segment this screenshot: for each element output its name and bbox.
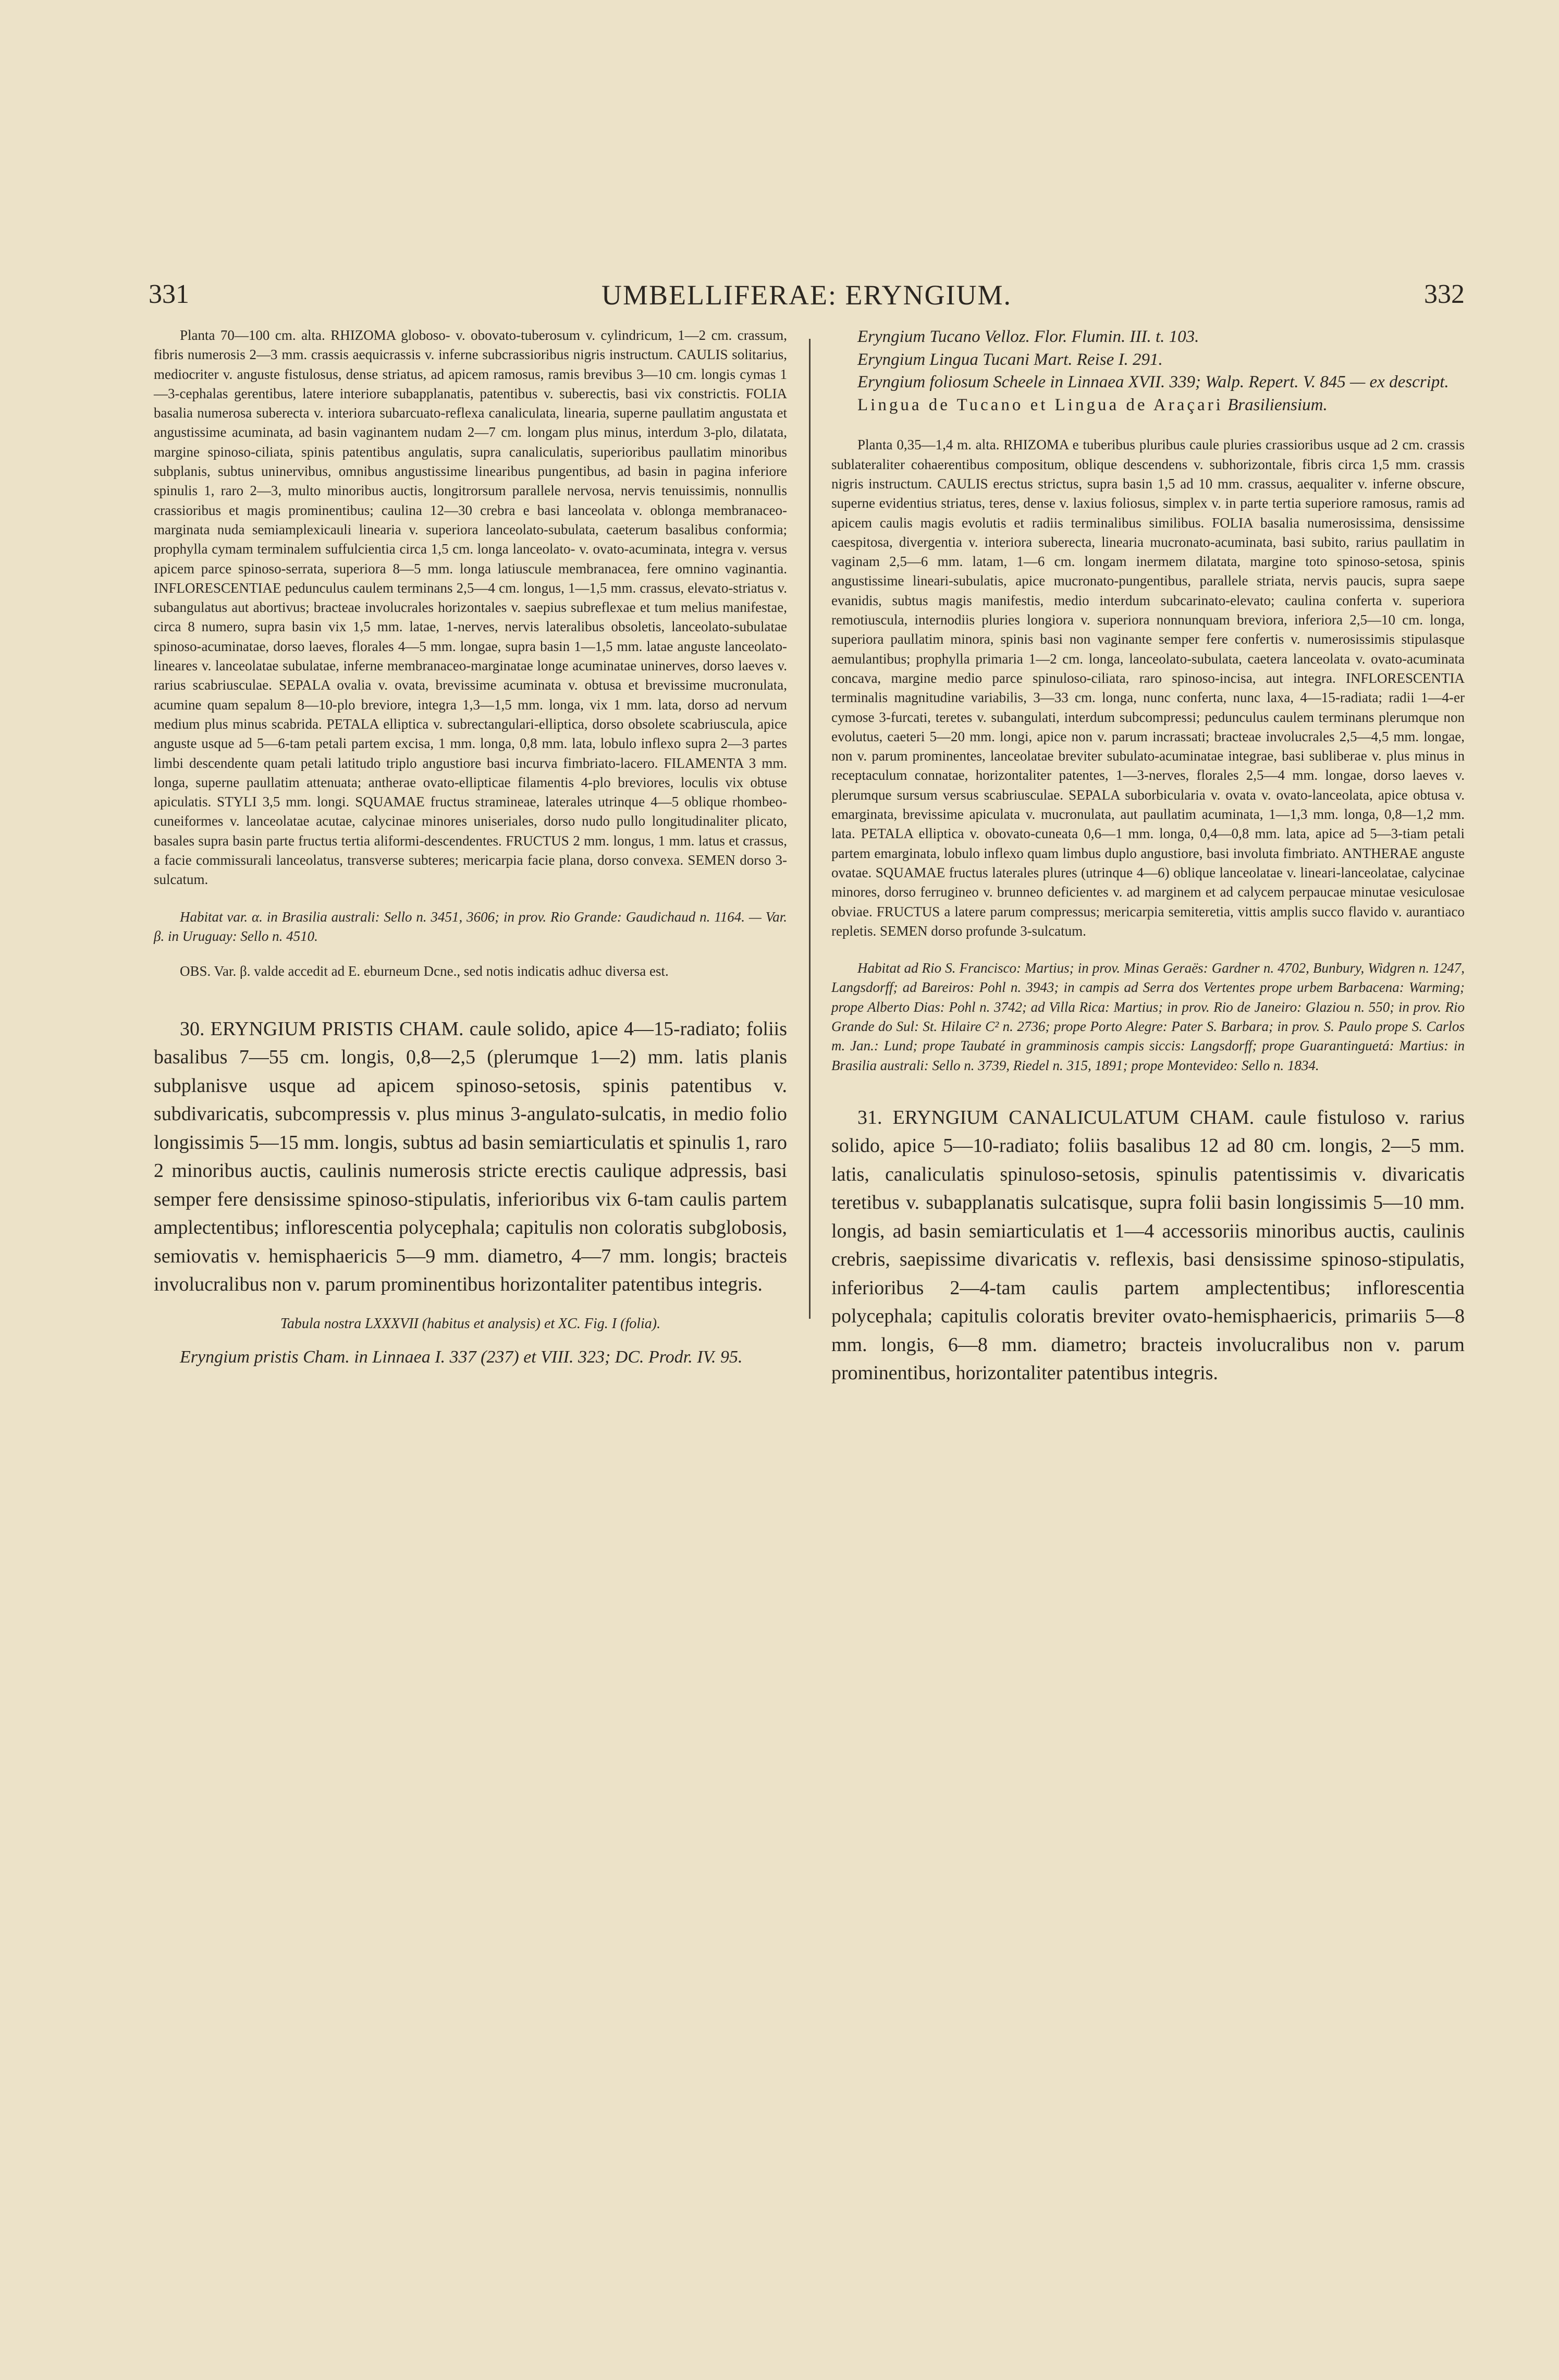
left-column	[154, 326, 787, 1369]
species-30-heading: 30. ERYNGIUM PRISTIS CHAM.	[180, 1017, 464, 1040]
vernacular-region: Brasiliensium.	[1227, 395, 1328, 414]
species-31-text: caule fistuloso v. rarius solido, apice 5—10-radiato; foliis basalibus 12 ad 80 cm. longis, 2—5 mm. latis, canaliculatis spinuloso-setosis, spinulis patentissimis v. divaricatis teretibus v. subapplanatis sulcatisque, supra folii basin longissimis 5—10 mm. longis, ad basin semiarticulatis et 1—4 accessoriis minoribus auctis, caulinis crebris, saepissime divaricatis v. reflexis, basi densissime spinoso-stipulatis, inferioribus 2—4-tam caulis partem amplectentibus; inflorescentia polycephala; capitulis coloratis breviter ovato-hemisphaericis, primariis 5—8 mm. longis, 6—8 mm. diametro; bracteis involucralibus non v. parum prominentibus, horizontaliter patentibus integris.	[831, 1106, 1465, 1384]
page-number-left: 331	[149, 279, 189, 309]
page-number-right: 332	[1424, 279, 1465, 309]
plate-reference: Tabula nostra LXXXVII (habitus et analysis) et XC. Fig. I (folia).	[280, 1315, 661, 1332]
habitat-30: Habitat ad Rio S. Francisco: Martius; in prov. Minas Geraës: Gardner n. 4702, Bunbury, Widgren n. 1247, Langsdorff; ad Bareiros: Pohl n. 3943; in campis ad Serra dos Vertentes prope urbem Barbacena: Warming; prope Alberto Dias: Pohl n. 3742; ad Villa Rica: Martius; in prov. Rio de Janeiro: Glaziou n. 550; in prov. Rio Grande do Sul: St. Hilaire C² n. 2736; prope Porto Alegre: Pater S. Barbara; in prov. S. Paulo prope S. Carlos m. Jan.: Lund; prope Taubaté in gramminosis campis siccis: Langsdorff; prope Guarantinguetá: Martius: in Brasilia australi: Sello n. 3739, Riedel n. 315, 1891; prope Montevideo: Sello n. 1834.	[831, 960, 1465, 1073]
vernacular-names-text: Lingua de Tucano et Lingua de Araçari	[857, 395, 1223, 414]
observation-note: OBS. Var. β. valde accedit ad E. eburneum Dcne., sed notis indicatis adhuc diversa est.	[180, 963, 669, 979]
species-description-31-prev: Planta 0,35—1,4 m. alta. RHIZOMA e tuberibus pluribus caule pluries crassioribus usque ad 2 cm. crassis sublateraliter cohaerentibus compositum, oblique descendens v. subhorizontale, fibris circa 1,5 mm. crassis nigris instructum. CAULIS erectus strictus, supra basin 1,5 ad 10 mm. crassus, aequaliter v. inferne obscure, superne evidentius striatus, teres, dense v. laxius foliosus, simplex v. in parte tertia superiore ramosus, ramis ad apicem caulis magis evolutis et radiis terminalibus similibus. FOLIA basalia numerosissima, densissime caespitosa, divergentia v. interiora suberecta, linearia mucronato-acuminata, basi subito, rarius paullatim in vaginam 2,5—6 mm. latam, 1—6 cm. longam inermem dilatata, margine toto spinoso-setosa, spinis angustissime lineari-subulatis, apice mucronato-pungentibus, parallele striata, nervis paucis, supra saepe evanidis, subtus magis manifestis, medio interdum subcarinato-elevato; caulina conferta v. superiora remotiuscula, internodiis pluries longiora v. superiora nonnunquam breviora, inferiora 2,5—10 cm. longa, superiora paullatim minora, spinis basi non vaginante semper fere confertis v. numerosissimis stipulasque aemulantibus; prophylla primaria 1—2 cm. longa, lanceolato-subulata, caetera lanceolata v. ovato-acuminata concava, margine medio parce spinuloso-ciliata, raro spinoso-incisa, aut integra. INFLORESCENTIA terminalis magnitudine variabilis, 3—33 cm. longa, nunc conferta, nunc laxa, 4—15-radiata; radii 1—4-er cymose 3-furcati, teretes v. subangulati, interdum subcompressi; pedunculus caulem terminans plerumque non evolutus, caeteri 5—20 mm. longi, apice non v. parum incrassati; bracteae involucrales 2,5—4,5 mm. longae, non v. parum prominentes, lanceolatae breviter subulato-acuminatae integrae, basi subliberae v. plus minus in receptaculum connatae, horizontaliter patentes, 1—3-nerves, florales 2,5—4 mm. longae, dorso laeves v. plerumque sursum versus scabriusculae. SEPALA suborbicularia v. ovata v. ovato-lanceolata, apice obtusa v. emarginata, brevissime apiculata v. mucronulata, aut paullatim acuminata, 1—1,3 mm. longa, 0,8—1,2 mm. lata. PETALA elliptica v. obovato-cuneata 0,6—1 mm. longa, 0,4—0,8 mm. lata, apice ad 5—3-tiam petali partem emarginata, lobulo inflexo quam limbus duplo angustiore, basi involuta fimbriato. ANTHERAE anguste ovatae. SQUAMAE fructus laterales plures (utrinque 4—6) oblique lanceolatae v. lineari-lanceolatae, calycinae minores, dorso ferrugineo v. brunneo deficientes v. ad marginem et ad calycem perpaucae minutae vesiculosae obviae. FRUCTUS a latere parum compressus; mericarpia semiteretia, vittis amplis succo flavido v. aurantiaco repletis. SEMEN dorso profunde 3-sulcatum.	[831, 437, 1465, 939]
synonym-citation-2: Eryngium Lingua Tucani Mart. Reise I. 291.	[857, 350, 1163, 369]
species-31-heading: 31. ERYNGIUM CANALICULATUM CHAM.	[857, 1106, 1255, 1128]
species-30-citation: Eryngium pristis Cham. in Linnaea I. 337 (237) et VIII. 323; DC. Prodr. IV. 95.	[180, 1347, 743, 1367]
species-30-diagnosis	[154, 1015, 787, 1299]
right-column	[831, 326, 1465, 1388]
habitat-29: Habitat var. α. in Brasilia australi: Sello n. 3451, 3606; in prov. Rio Grande: Gaudichaud n. 1164. — Var. β. in Uruguay: Sello n. 4510.	[154, 909, 787, 944]
synonym-citation-1: Eryngium Tucano Velloz. Flor. Flumin. III. t. 103.	[857, 327, 1199, 346]
species-description-29: Planta 70—100 cm. alta. RHIZOMA globoso- v. obovato-tuberosum v. cylindricum, 1—2 cm. crassum, fibris numerosis 2—3 mm. crassis aequicrassis v. inferne subcrassioribus nigris instructum. CAULIS solitarius, mediocriter v. anguste fistulosus, dense striatus, ad apicem ramosus, ramis brevibus 3—10 cm. longis cymas 1—3-cephalas gerentibus, latere interiore subapplanatis, patentibus v. suberectis, basi vix constrictis. FOLIA basalia numerosa suberecta v. interiora subarcuato-reflexa canaliculata, linearia, superne paullatim angustata et angustissime acuminata, ad basin vaginantem nudam 2—7 cm. longam plus minus, interdum 3-plo, dilatata, margine spinoso-ciliata, spinis patentibus angulatis, supra canaliculatis, superioribus paullatim minoribus subplanis, subtus uninervibus, omnibus angustissime linearibus pungentibus, ad basin in pagina inferiore spinulis 1, raro 2—3, multo minoribus auctis, longitrorsum parallele nervosa, nervis tenuissimis, nonnullis crassioribus et magis prominentibus; caulina 12—30 crebra e basi lanceolata v. oblonga membranaceo-marginata nuda semiamplexicauli linearia v. superiora lanceolato-subulata, caeterum basalibus conformia; prophylla cymam terminalem suffulcientia circa 1,5 cm. longa lanceolato- v. ovato-acuminata, integra v. versus apicem parce spinoso-serrata, superiora 8—5 mm. longa latiuscule membranacea, fere omnino vaginantia. INFLORESCENTIAE pedunculus caulem terminans 2,5—4 cm. longus, 1—1,5 mm. crassus, elevato-striatus v. subangulatus aut abortivus; bracteae involucrales horizontales v. saepius subreflexae et tum melius manifestae, circa 8 numero, supra basin vix 1,5 mm. latae, 1-nerves, nervis lateralibus obsoletis, lanceolato-subulatae spinoso-acuminatae, dorso laeves, florales 4—5 mm. longae, supra basin 1—1,5 mm. latae anguste lanceolato-lineares v. lanceolatae subulatae, inferne membranaceo-marginatae longe acuminatae uninerves, dorso laeves v. rarius scabriusculae. SEPALA ovalia v. ovata, brevissime acuminata v. obtusa et brevissime mucronulata, acumine quam sepalum 8—10-plo breviore, integra 1,3—1,5 mm. longa, vix 1 mm. lata, dorso ad nervum medium plus minus scabrida. PETALA elliptica v. subrectangulari-elliptica, dorso obsolete scabriuscula, apice anguste usque ad 5—6-tam petali partem excisa, 1 mm. longa, 0,8 mm. lata, lobulo inflexo supra 2—3 partes limbi descendente quam petali latitudo triplo angustiore basi incurva fimbriato-lacero. FILAMENTA 3 mm. longa, superne paullatim attenuata; antherae ovato-ellipticae filamentis 4-plo breviores, loculis vix obtuse apiculatis. STYLI 3,5 mm. longi. SQUAMAE fructus stramineae, laterales utrinque 4—5 oblique rhombeo-cuneiformes v. lanceolatae acutae, calycinae minores uniseriales, dorso nudo pullo longitudinaliter plicato, basales supra basin parte fructus tertia aliformi-descendentes. FRUCTUS 2 mm. longus, 1 mm. latus et crassus, a facie commissurali lanceolatus, transverse subteres; mericarpia facie plana, dorso convexa. SEMEN dorso 3-sulcatum.	[154, 327, 787, 888]
vernacular-names	[831, 394, 1465, 417]
species-31-diagnosis	[831, 1103, 1465, 1388]
column-divider	[809, 339, 811, 1319]
page-header	[149, 279, 1465, 321]
synonym-citation-3: Eryngium foliosum Scheele in Linnaea XVII. 339; Walp. Repert. V. 845 — ex descript.	[857, 373, 1449, 392]
running-title: UMBELLIFERAE: ERYNGIUM.	[601, 279, 1012, 311]
species-30-text: caule solido, apice 4—15-radiato; foliis basalibus 7—55 cm. longis, 0,8—2,5 (plerumque 1—2) mm. latis planis subplanisve usque ad apicem spinoso-setosis, spinis patentibus v. subdivaricatis, subcompressis v. plus minus 3-angulato-sulcatis, in medio folio longissimis 5—15 mm. longis, subtus ad basin semiarticulatis et spinulis 1, raro 2 minoribus auctis, caulinis numerosis stricte erectis caulique adpressis, basi semper fere densissime spinoso-stipulatis, inferioribus vix 6-tam caulis partem amplectentibus; inflorescentia polycephala; capitulis non coloratis subglobosis, semiovatis v. hemisphaericis 5—9 mm. diametro, 4—7 mm. longis; bracteis involucralibus non v. parum prominentibus horizontaliter patentibus integris.	[154, 1017, 787, 1295]
